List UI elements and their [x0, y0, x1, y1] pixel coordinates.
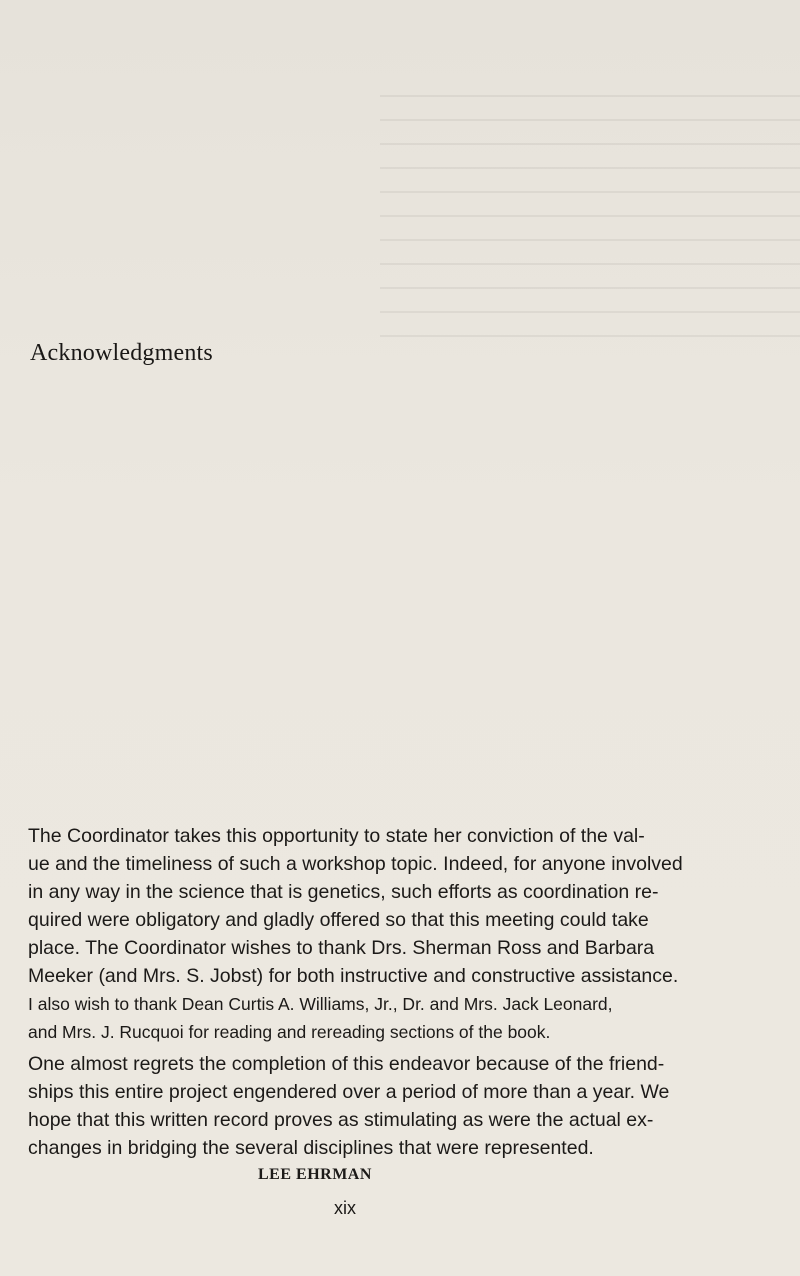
author-signature: LEE EHRMAN — [258, 1166, 372, 1183]
paragraph-line: quired were obligatory and gladly offered so that this meeting could take — [28, 909, 649, 931]
page-heading: Acknowledgments — [30, 340, 213, 366]
paragraph-line: I also wish to thank Dean Curtis A. Williams, Jr., Dr. and Mrs. Jack Leonard, — [28, 994, 613, 1014]
paragraph-line: place. The Coordinator wishes to thank Drs. Sherman Ross and Barbara — [28, 937, 655, 959]
paragraph-line: changes in bridging the several disciplines that were represented. — [28, 1137, 594, 1159]
paragraph-line: ue and the timeliness of such a workshop topic. Indeed, for anyone involved — [28, 853, 683, 875]
paragraph-line: One almost regrets the completion of this endeavor because of the friend- — [28, 1053, 665, 1075]
paragraph-line: The Coordinator takes this opportunity to state her conviction of the val- — [28, 825, 645, 847]
paragraph-line: hope that this written record proves as stimulating as were the actual ex- — [28, 1109, 654, 1131]
paragraph-line: ships this entire project engendered over a period of more than a year. We — [28, 1081, 670, 1103]
paragraph-coordinator-thanks — [28, 822, 740, 1046]
bleed-through-texture — [380, 95, 800, 355]
page-number: xix — [334, 1198, 356, 1218]
paragraph-line: and Mrs. J. Rucquoi for reading and rereading sections of the book. — [28, 1022, 551, 1042]
paragraph-line: in any way in the science that is genetics, such efforts as coordination re- — [28, 881, 659, 903]
paragraph-line: Meeker (and Mrs. S. Jobst) for both instructive and constructive assistance. — [28, 965, 679, 987]
paragraph-closing — [28, 1050, 740, 1162]
